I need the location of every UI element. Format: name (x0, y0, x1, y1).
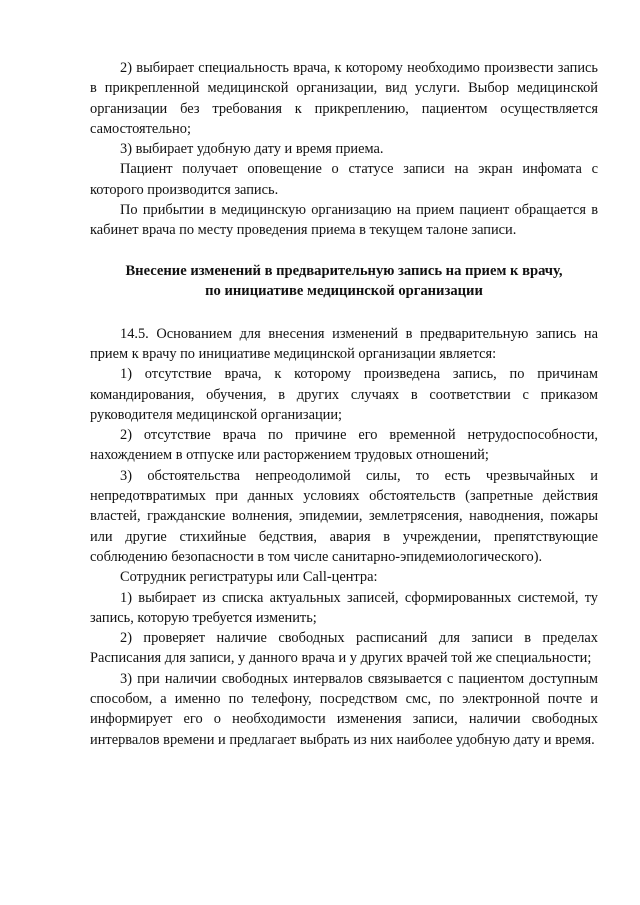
document-page (90, 58, 598, 750)
paragraph-grounds: 14.5. Основанием для внесения изменений в предварительную запись на прием к врачу по инициативе медицинской организации является: (90, 325, 598, 362)
section-heading-line-1: Внесение изменений в предварительную запись на прием к врачу, (125, 262, 563, 279)
list-item-contact-patient: 3) при наличии свободных интервалов связывается с пациентом доступным способом, а именно по телефону, посредством смс, по электронной почте и информирует его о необходимости изменения записи, наличии свободных интервалов времени и предлагает выбрать из них наиболее удобную дату и время. (90, 670, 598, 748)
list-item-select-record: 1) выбирает из списка актуальных записей, сформированных системой, ту запись, которую требуется изменить; (90, 589, 598, 626)
spacer (90, 241, 598, 261)
list-item-force-majeure: 3) обстоятельства непреодолимой силы, то есть чрезвычайных и непредотвратимых при данных условиях обстоятельств (запретные действия властей, гражданские волнения, эпидемии, землетрясения, наводнения, пожары или другие стихийные бедствия, авария в учреждении, препятствующие соблюдению безопасности в том числе санитарно-эпидемиологического). (90, 467, 598, 565)
section-heading-line-2: по инициативе медицинской организации (205, 283, 483, 300)
paragraph-select-date: 3) выбирает удобную дату и время приема. (120, 141, 384, 158)
list-item-doctor-absence-disability: 2) отсутствие врача по причине его временной нетрудоспособности, нахождением в отпуске или расторжением трудовых отношений; (90, 427, 598, 464)
paragraph-registry-staff: Сотрудник регистратуры или Call-центра: (120, 569, 378, 586)
paragraph-arrival: По прибытии в медицинскую организацию на прием пациент обращается в кабинет врача по месту проведения приема в текущем талоне записи. (90, 202, 598, 239)
list-item-doctor-absence-assignment: 1) отсутствие врача, к которому произведена запись, по причинам командирования, обучения, в других случаях в соответствии с приказом руководителя медицинской организации; (90, 366, 598, 423)
spacer (90, 302, 598, 324)
paragraph-notification: Пациент получает оповещение о статусе записи на экран инфомата с которого производится запись. (90, 161, 598, 198)
paragraph-select-specialty: 2) выбирает специальность врача, к которому необходимо произвести запись в прикрепленной медицинской организации, вид услуги. Выбор медицинской организации без требования к прикреплению, пациентом осуществляется самостоятельно; (90, 60, 598, 137)
section-heading (90, 261, 598, 302)
list-item-check-schedule: 2) проверяет наличие свободных расписаний для записи в пределах Расписания для записи, у данного врача и у других врачей той же специальности; (90, 630, 598, 667)
